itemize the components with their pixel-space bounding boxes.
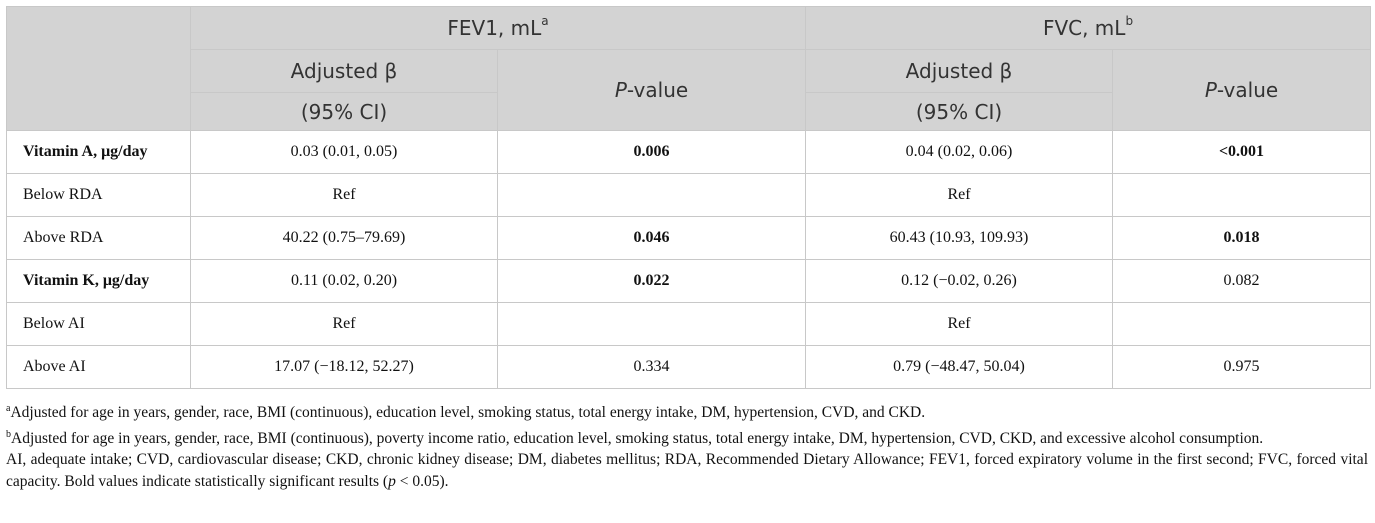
fev1-p-suffix: -value — [626, 78, 689, 102]
fvc-beta-header: Adjusted β — [806, 50, 1113, 93]
fev1-p-letter: P — [614, 78, 627, 102]
footnote-a — [6, 398, 1368, 424]
header-empty-cell — [7, 7, 191, 131]
fvc-header-footnote-mark: b — [1125, 14, 1134, 29]
fev1-beta-cell: 17.07 (−18.12, 52.27) — [191, 346, 498, 389]
fvc-beta-cell: 0.79 (−48.47, 50.04) — [806, 346, 1113, 389]
fvc-p-cell — [1113, 303, 1371, 346]
fev1-beta-cell: 40.22 (0.75–79.69) — [191, 217, 498, 260]
header-row-groups — [7, 7, 1371, 50]
fev1-p-cell: 0.334 — [498, 346, 806, 389]
abbreviations-p-symbol: p — [388, 472, 396, 490]
abbreviations-text: AI, adequate intake; CVD, cardiovascular disease; CKD, chronic kidney disease; DM, diabetes mellitus; RDA, Recommended Dietary Allowance; FEV1, forced expiratory volume in the first second; FVC, forced vital capacity. Bold values indicate statistically significant results ( — [6, 451, 1368, 490]
fvc-beta-cell: Ref — [806, 174, 1113, 217]
table-row — [7, 174, 1371, 217]
row-label: Below RDA — [7, 174, 191, 217]
fvc-beta-cell: Ref — [806, 303, 1113, 346]
fev1-beta-header: Adjusted β — [191, 50, 498, 93]
row-label: Below AI — [7, 303, 191, 346]
fev1-beta-cell: 0.11 (0.02, 0.20) — [191, 260, 498, 303]
row-label: Above AI — [7, 346, 191, 389]
table-row — [7, 217, 1371, 260]
fvc-p-cell: 0.082 — [1113, 260, 1371, 303]
fvc-p-suffix: -value — [1216, 78, 1279, 102]
footnote-b-text: Adjusted for age in years, gender, race, BMI (continuous), poverty income ratio, education level, smoking status, total energy intake, DM, hypertension, CVD, CKD, and excessive alcohol consumption. — [11, 429, 1264, 447]
fvc-p-header — [1113, 50, 1371, 131]
fvc-beta-cell: 0.12 (−0.02, 0.26) — [806, 260, 1113, 303]
fev1-beta-cell: Ref — [191, 174, 498, 217]
table-row — [7, 346, 1371, 389]
fvc-p-cell: 0.018 — [1113, 217, 1371, 260]
fvc-p-cell: 0.975 — [1113, 346, 1371, 389]
results-table — [6, 6, 1371, 389]
table-footnotes — [6, 398, 1368, 492]
fev1-p-cell — [498, 303, 806, 346]
fev1-p-cell — [498, 174, 806, 217]
fvc-p-cell — [1113, 174, 1371, 217]
fvc-p-cell: <0.001 — [1113, 131, 1371, 174]
fev1-p-cell: 0.022 — [498, 260, 806, 303]
fev1-beta-cell: 0.03 (0.01, 0.05) — [191, 131, 498, 174]
fvc-p-letter: P — [1204, 78, 1217, 102]
footnote-abbreviations — [6, 449, 1368, 492]
row-label: Above RDA — [7, 217, 191, 260]
fev1-header-footnote-mark: a — [541, 14, 549, 29]
fvc-ci-header: (95% CI) — [806, 93, 1113, 131]
footnote-a-mark: a — [6, 403, 11, 414]
fev1-beta-cell: Ref — [191, 303, 498, 346]
table-row — [7, 131, 1371, 174]
row-label: Vitamin K, μg/day — [7, 260, 191, 303]
fev1-header-label: FEV1, mL — [447, 16, 542, 40]
footnote-b-mark: b — [6, 428, 11, 440]
footnote-a-text: Adjusted for age in years, gender, race, BMI (continuous), education level, smoking status, total energy intake, DM, hypertension, CVD, and CKD. — [10, 404, 926, 422]
fev1-p-cell: 0.006 — [498, 131, 806, 174]
fvc-header-label: FVC, mL — [1042, 16, 1126, 40]
table-row — [7, 303, 1371, 346]
fvc-beta-cell: 0.04 (0.02, 0.06) — [806, 131, 1113, 174]
header-row-columns — [7, 50, 1371, 93]
abbreviations-end: < 0.05). — [395, 472, 449, 490]
row-label: Vitamin A, μg/day — [7, 131, 191, 174]
fvc-beta-cell: 60.43 (10.93, 109.93) — [806, 217, 1113, 260]
fev1-ci-header: (95% CI) — [191, 93, 498, 131]
fev1-p-cell: 0.046 — [498, 217, 806, 260]
footnote-b — [6, 424, 1368, 450]
fvc-group-header — [806, 7, 1371, 50]
fev1-group-header — [191, 7, 806, 50]
table-row — [7, 260, 1371, 303]
fev1-p-header — [498, 50, 806, 131]
